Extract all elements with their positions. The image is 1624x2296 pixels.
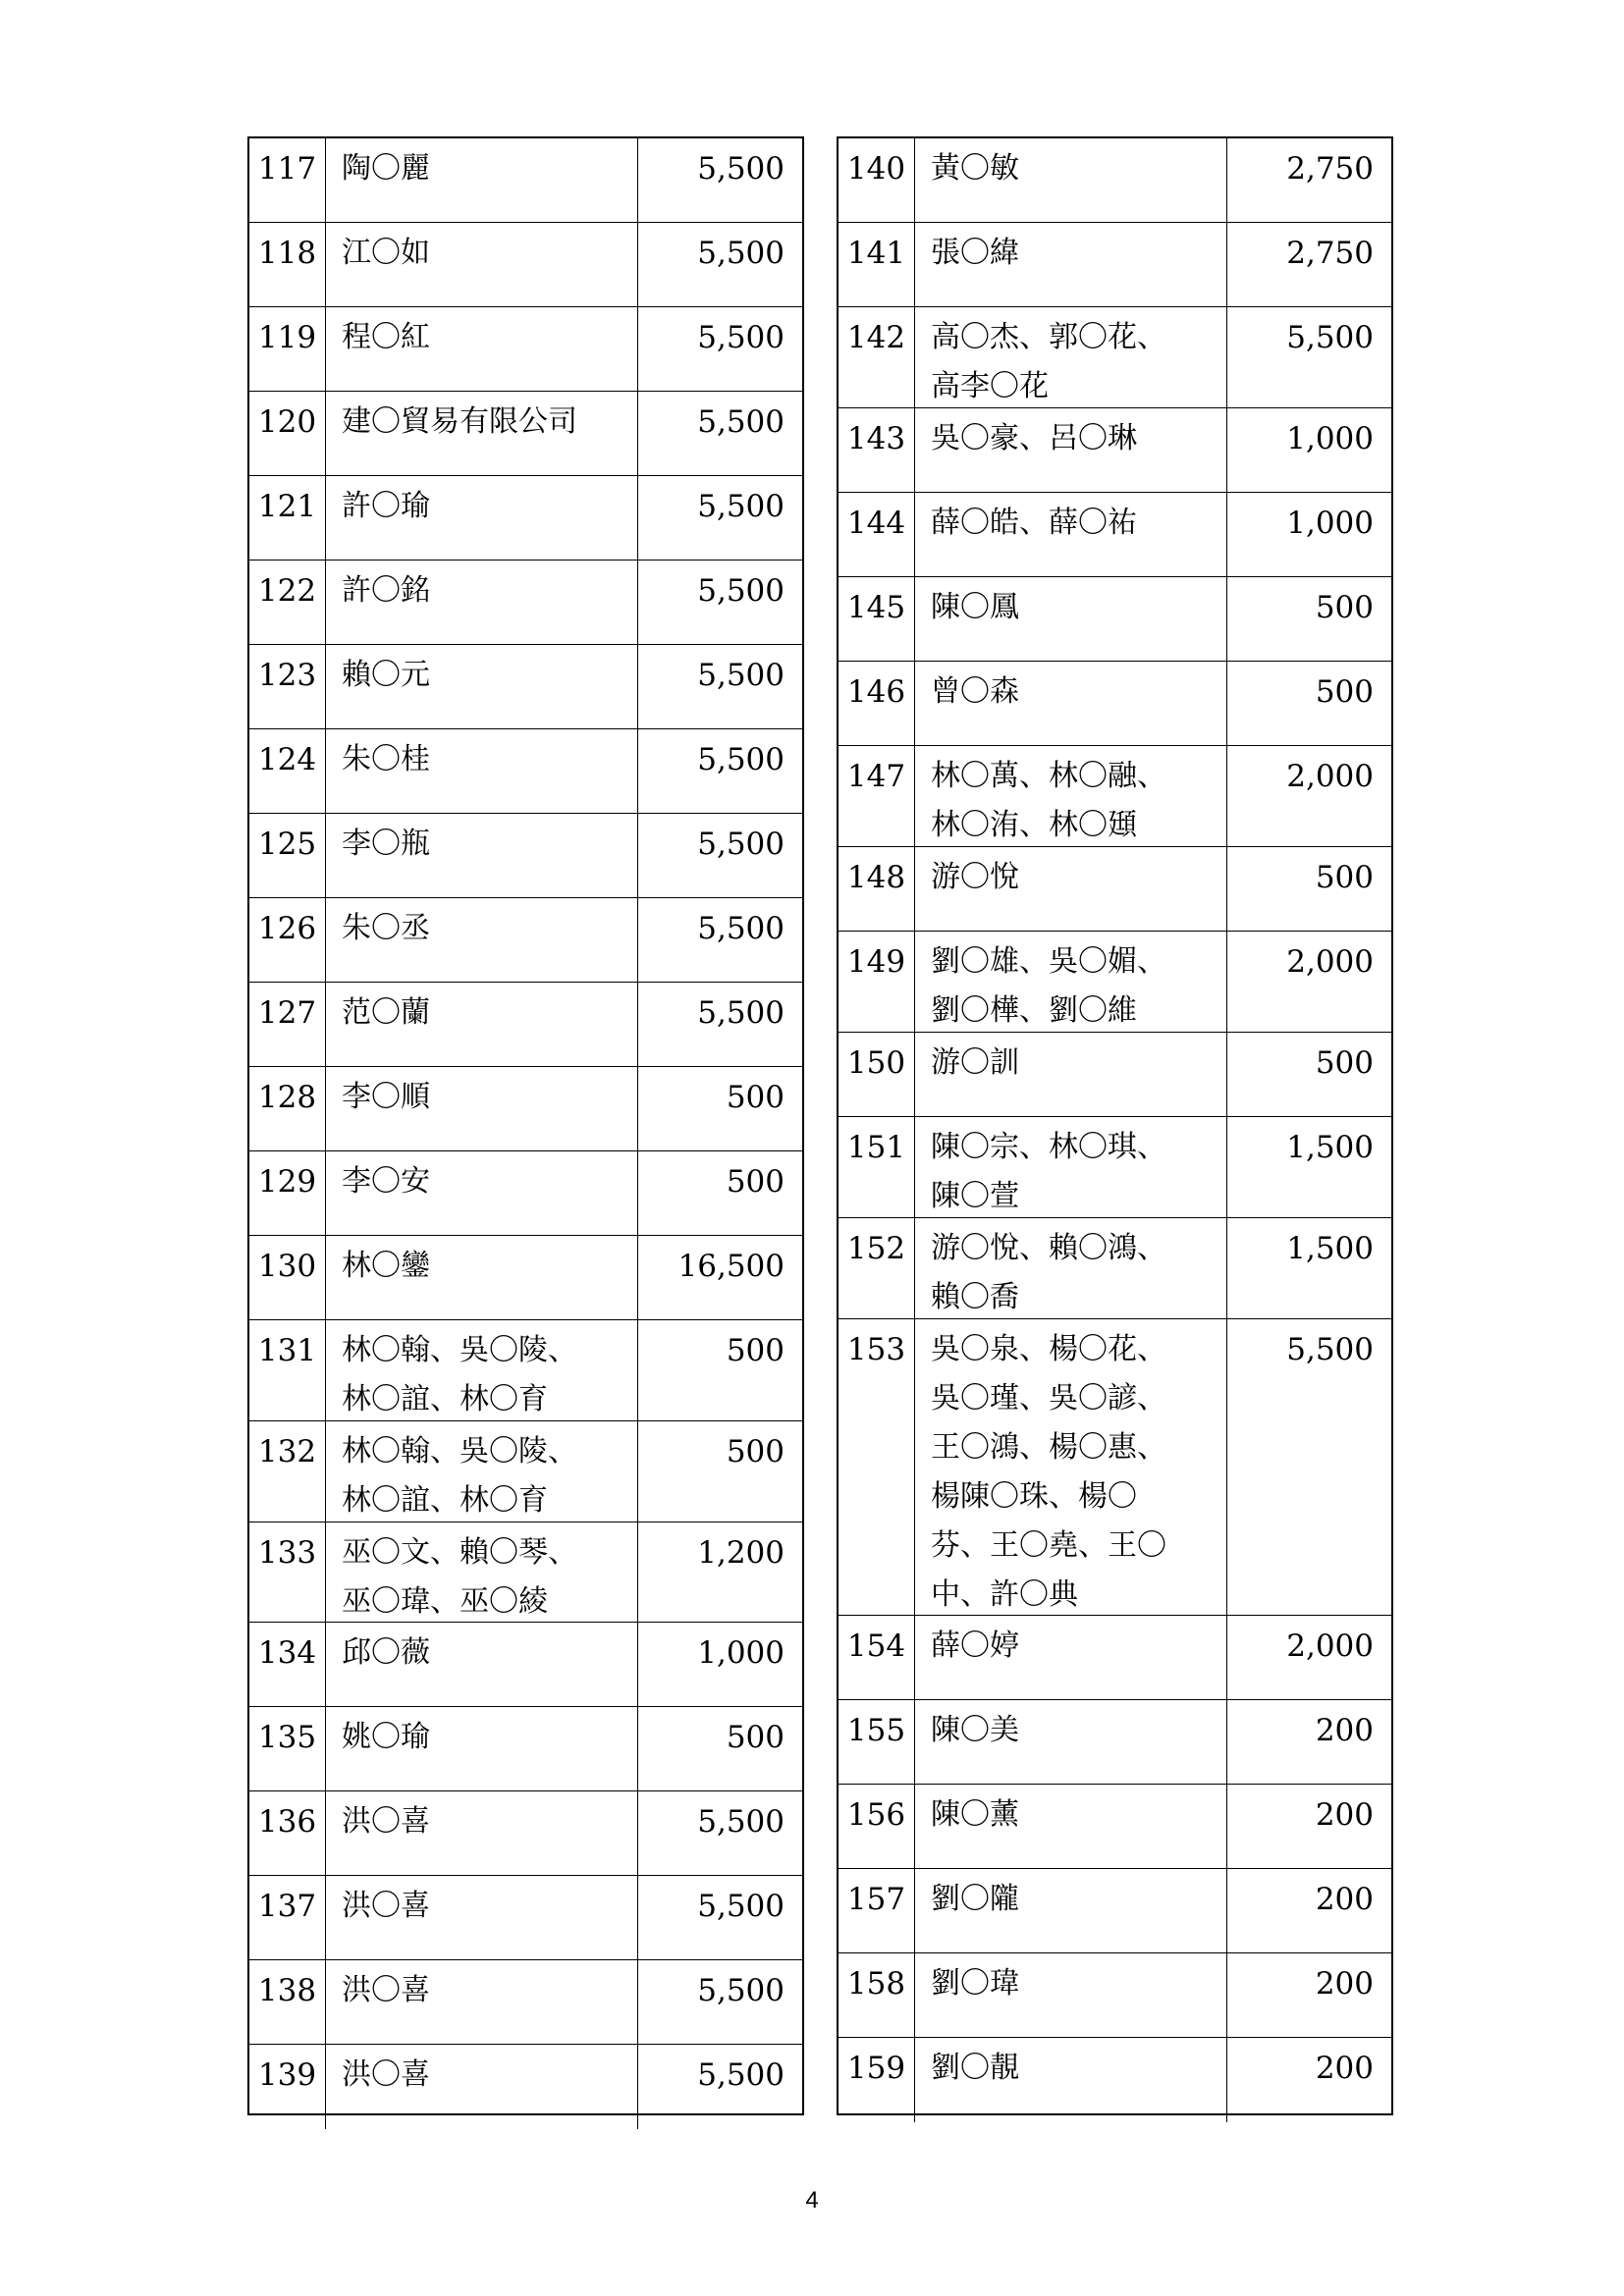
row-number: 141 (839, 223, 915, 306)
row-number: 121 (249, 476, 326, 560)
table-row (249, 476, 802, 561)
row-number: 157 (839, 1869, 915, 1952)
row-number: 142 (839, 307, 915, 407)
donor-name: 薛〇婷 (915, 1616, 1227, 1699)
donor-name: 吳〇泉、楊〇花、 吳〇瑾、吳〇諺、 王〇鴻、楊〇惠、 楊陳〇珠、楊〇 芬、王〇堯、王〇 中、許〇典 (915, 1319, 1227, 1615)
donation-amount: 1,000 (1286, 506, 1374, 541)
row-number: 132 (249, 1421, 326, 1522)
row-number: 124 (249, 729, 326, 813)
row-number: 150 (839, 1033, 915, 1116)
donor-name: 朱〇桂 (326, 729, 638, 813)
donation-amount: 500 (726, 1333, 785, 1368)
table-row (839, 223, 1391, 307)
page-number: 4 (805, 2187, 819, 2214)
donor-name: 劉〇瑋 (915, 1953, 1227, 2037)
table-row (249, 1707, 802, 1791)
donor-name: 林〇翰、吳〇陵、 林〇誼、林〇育 (326, 1320, 638, 1420)
table-row (249, 2045, 802, 2129)
donation-amount: 2,000 (1286, 944, 1374, 980)
donor-name: 劉〇靚 (915, 2038, 1227, 2122)
left-donation-table (247, 136, 804, 2115)
donation-amount: 200 (1315, 1797, 1374, 1833)
donor-name: 林〇翰、吳〇陵、 林〇誼、林〇育 (326, 1421, 638, 1522)
row-number: 117 (249, 138, 326, 222)
row-number: 151 (839, 1117, 915, 1217)
row-number: 146 (839, 662, 915, 745)
donor-name: 朱〇丞 (326, 898, 638, 982)
donation-amount: 5,500 (697, 236, 785, 271)
donor-name: 劉〇隴 (915, 1869, 1227, 1952)
row-number: 154 (839, 1616, 915, 1699)
donation-amount: 5,500 (697, 1804, 785, 1840)
donor-name: 游〇悅、賴〇鴻、 賴〇喬 (915, 1218, 1227, 1318)
donation-amount: 5,500 (697, 658, 785, 693)
donation-amount: 5,500 (697, 911, 785, 946)
table-row (839, 1616, 1391, 1700)
donation-amount: 5,500 (1286, 320, 1374, 355)
donation-amount: 2,000 (1286, 1629, 1374, 1664)
donor-name: 李〇瓶 (326, 814, 638, 897)
donation-amount: 1,200 (697, 1535, 785, 1571)
row-number: 129 (249, 1151, 326, 1235)
donor-name: 李〇順 (326, 1067, 638, 1150)
donor-name: 游〇悅 (915, 847, 1227, 931)
row-number: 148 (839, 847, 915, 931)
table-row (839, 307, 1391, 408)
donor-name: 薛〇皓、薛〇祐 (915, 493, 1227, 576)
donation-amount: 500 (726, 1434, 785, 1469)
table-row (249, 1522, 802, 1623)
row-number: 138 (249, 1960, 326, 2044)
table-row (839, 577, 1391, 662)
donor-name: 程〇紅 (326, 307, 638, 391)
table-row (249, 561, 802, 645)
donation-amount: 5,500 (697, 404, 785, 440)
donation-amount: 500 (726, 1164, 785, 1200)
donation-amount: 200 (1315, 1966, 1374, 2002)
table-row (839, 1218, 1391, 1319)
donation-amount: 5,500 (697, 827, 785, 862)
right-donation-table (837, 136, 1393, 2115)
donation-amount: 2,750 (1286, 151, 1374, 187)
donation-amount: 16,500 (677, 1249, 785, 1284)
table-row (839, 1869, 1391, 1953)
donor-name: 賴〇元 (326, 645, 638, 728)
row-number: 131 (249, 1320, 326, 1420)
table-row (249, 138, 802, 223)
donor-name: 黃〇敏 (915, 138, 1227, 222)
donation-amount: 1,500 (1286, 1130, 1374, 1165)
row-number: 140 (839, 138, 915, 222)
table-row (249, 392, 802, 476)
donor-name: 陳〇鳳 (915, 577, 1227, 661)
table-row (839, 1033, 1391, 1117)
row-number: 122 (249, 561, 326, 644)
donation-amount: 500 (1315, 1045, 1374, 1081)
donor-name: 許〇銘 (326, 561, 638, 644)
row-number: 135 (249, 1707, 326, 1790)
table-row (249, 1876, 802, 1960)
donor-name: 陶〇麗 (326, 138, 638, 222)
donation-amount: 200 (1315, 1882, 1374, 1917)
table-row (249, 1623, 802, 1707)
table-row (839, 662, 1391, 746)
donor-name: 洪〇喜 (326, 1876, 638, 1959)
donor-name: 范〇蘭 (326, 983, 638, 1066)
donor-name: 江〇如 (326, 223, 638, 306)
row-number: 156 (839, 1785, 915, 1868)
table-row (839, 1785, 1391, 1869)
row-number: 127 (249, 983, 326, 1066)
table-row (839, 138, 1391, 223)
table-row (249, 307, 802, 392)
row-number: 153 (839, 1319, 915, 1615)
donor-name: 游〇訓 (915, 1033, 1227, 1116)
row-number: 120 (249, 392, 326, 475)
donor-name: 邱〇薇 (326, 1623, 638, 1706)
donation-amount: 1,500 (1286, 1231, 1374, 1266)
donor-name: 巫〇文、賴〇琴、 巫〇瑋、巫〇綾 (326, 1522, 638, 1622)
donor-name: 姚〇瑜 (326, 1707, 638, 1790)
table-row (249, 1236, 802, 1320)
row-number: 130 (249, 1236, 326, 1319)
donation-amount: 5,500 (697, 489, 785, 524)
table-row (249, 1960, 802, 2045)
table-row (839, 746, 1391, 847)
row-number: 118 (249, 223, 326, 306)
row-number: 158 (839, 1953, 915, 2037)
donor-name: 陳〇薰 (915, 1785, 1227, 1868)
table-row (249, 1791, 802, 1876)
row-number: 159 (839, 2038, 915, 2122)
table-row (249, 1151, 802, 1236)
donor-name: 李〇安 (326, 1151, 638, 1235)
table-row (839, 932, 1391, 1033)
table-row (249, 223, 802, 307)
donation-amount: 5,500 (697, 1889, 785, 1924)
donation-amount: 1,000 (697, 1635, 785, 1671)
donor-name: 曾〇森 (915, 662, 1227, 745)
donation-amount: 5,500 (697, 573, 785, 609)
table-row (249, 814, 802, 898)
table-row (249, 1320, 802, 1421)
row-number: 125 (249, 814, 326, 897)
row-number: 143 (839, 408, 915, 492)
row-number: 149 (839, 932, 915, 1032)
row-number: 144 (839, 493, 915, 576)
row-number: 155 (839, 1700, 915, 1784)
row-number: 136 (249, 1791, 326, 1875)
row-number: 128 (249, 1067, 326, 1150)
donation-amount: 2,000 (1286, 759, 1374, 794)
donation-amount: 5,500 (1286, 1332, 1374, 1367)
table-row (249, 645, 802, 729)
row-number: 145 (839, 577, 915, 661)
table-row (839, 1117, 1391, 1218)
donation-amount: 5,500 (697, 151, 785, 187)
table-row (839, 1700, 1391, 1785)
donor-name: 林〇鑾 (326, 1236, 638, 1319)
donation-amount: 1,000 (1286, 421, 1374, 456)
donor-name: 陳〇美 (915, 1700, 1227, 1784)
donor-name: 洪〇喜 (326, 1791, 638, 1875)
row-number: 133 (249, 1522, 326, 1622)
donation-amount: 5,500 (697, 1973, 785, 2008)
donation-amount: 500 (1315, 860, 1374, 895)
donation-amount: 2,750 (1286, 236, 1374, 271)
row-number: 123 (249, 645, 326, 728)
donation-amount: 500 (726, 1080, 785, 1115)
donation-amount: 500 (1315, 674, 1374, 710)
donor-name: 張〇緯 (915, 223, 1227, 306)
table-row (249, 1067, 802, 1151)
donation-amount: 500 (726, 1720, 785, 1755)
donation-amount: 200 (1315, 2051, 1374, 2086)
table-row (839, 847, 1391, 932)
table-row (839, 2038, 1391, 2122)
row-number: 126 (249, 898, 326, 982)
donor-name: 建〇貿易有限公司 (326, 392, 638, 475)
table-row (839, 1953, 1391, 2038)
donation-amount: 200 (1315, 1713, 1374, 1748)
row-number: 139 (249, 2045, 326, 2129)
donor-name: 林〇萬、林〇融、 林〇洧、林〇頲 (915, 746, 1227, 846)
row-number: 119 (249, 307, 326, 391)
table-row (839, 493, 1391, 577)
table-row (839, 408, 1391, 493)
donor-name: 陳〇宗、林〇琪、 陳〇萱 (915, 1117, 1227, 1217)
table-row (249, 1421, 802, 1522)
donation-amount: 500 (1315, 590, 1374, 625)
row-number: 147 (839, 746, 915, 846)
row-number: 134 (249, 1623, 326, 1706)
donation-amount: 5,500 (697, 995, 785, 1031)
donor-name: 劉〇雄、吳〇媚、 劉〇樺、劉〇維 (915, 932, 1227, 1032)
donor-name: 洪〇喜 (326, 1960, 638, 2044)
donor-name: 洪〇喜 (326, 2045, 638, 2129)
donor-name: 許〇瑜 (326, 476, 638, 560)
donation-amount: 5,500 (697, 742, 785, 777)
table-row (249, 983, 802, 1067)
donor-name: 吳〇豪、呂〇琳 (915, 408, 1227, 492)
table-row (249, 729, 802, 814)
table-row (249, 898, 802, 983)
donation-amount: 5,500 (697, 2057, 785, 2093)
row-number: 137 (249, 1876, 326, 1959)
donor-name: 高〇杰、郭〇花、 高李〇花 (915, 307, 1227, 407)
row-number: 152 (839, 1218, 915, 1318)
table-row (839, 1319, 1391, 1616)
donation-amount: 5,500 (697, 320, 785, 355)
